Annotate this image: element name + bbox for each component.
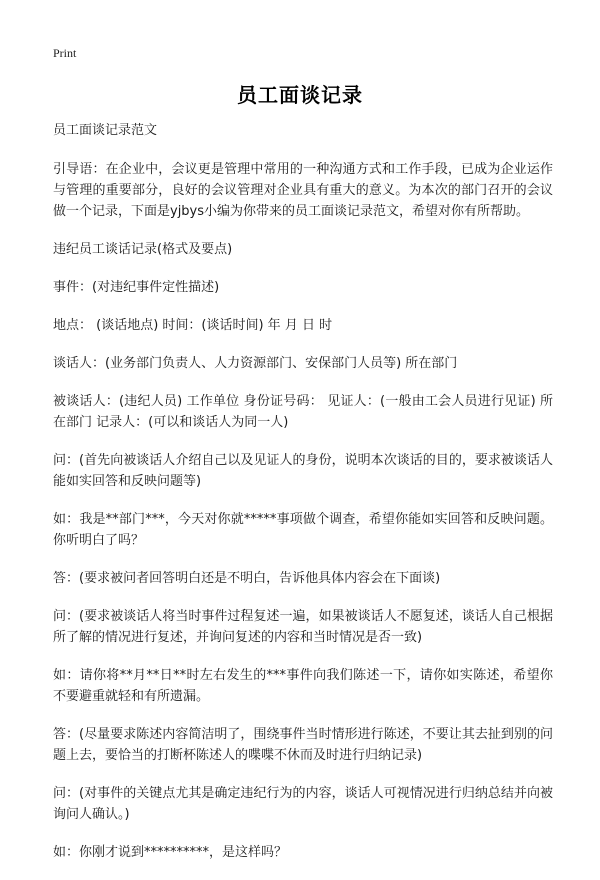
- example-paragraph: 如：请你将**月**日**时左右发生的***事件向我们陈述一下，请你如实陈述，希望你不要避重就轻和有所遗漏。: [53, 668, 553, 704]
- intro-paragraph: 引导语：在企业中，会议更是管理中常用的一种沟通方式和工作手段，已成为企业运作与管理的重要部分，良好的会议管理对企业具有重大的意义。为本次的部门召开的会议做一个记录，下面是yjbys小编为你带来的员工面谈记录范文，希望对你有所帮助。: [53, 162, 553, 219]
- answer-paragraph: 答：(尽量要求陈述内容简洁明了，围绕事件当时情形进行陈述，不要让其去扯到别的问题上去，要恰当的打断杯陈述人的喋喋不休而及时进行归纳记录): [53, 727, 553, 763]
- event-paragraph: 事件：(对违纪事件定性描述): [53, 280, 220, 295]
- document-body: [53, 120, 553, 880]
- print-label: Print: [53, 46, 77, 60]
- document-title: 员工面谈记录: [237, 83, 363, 107]
- question-paragraph: 问：(首先向被谈话人介绍自己以及见证人的身份，说明本次谈话的目的，要求被谈话人能如实回答和反映问题等): [53, 453, 553, 489]
- interviewee-paragraph: 被谈话人：(违纪人员) 工作单位 身份证号码： 见证人：(一般由工会人员进行见证) 所在部门 记录人：(可以和谈话人为同一人): [53, 394, 553, 430]
- example-paragraph: 如：你刚才说到**********，是这样吗？: [53, 845, 288, 860]
- interviewer-paragraph: 谈话人：(业务部门负责人、人力资源部门、安保部门人员等) 所在部门: [53, 356, 458, 371]
- location-time-paragraph: 地点： (谈话地点) 时间：(谈话时间) 年 月 日 时: [53, 318, 333, 333]
- example-paragraph: 如：我是**部门***，今天对你就*****事项做个调查，希望你能如实回答和反映问题。你听明白了吗？: [53, 512, 553, 548]
- subtitle-paragraph: 员工面谈记录范文: [53, 123, 158, 138]
- question-paragraph: 问：(要求被谈话人将当时事件过程复述一遍，如果被谈话人不愿复述，谈话人自己根据所了解的情况进行复述，并询问复述的内容和当时情况是否一致): [53, 609, 553, 645]
- section-heading-paragraph: 违纪员工谈话记录(格式及要点): [53, 242, 233, 257]
- question-paragraph: 问：(对事件的关键点尤其是确定违纪行为的内容，谈话人可视情况进行归纳总结并向被询问人确认。): [53, 786, 553, 822]
- answer-paragraph: 答：(要求被问者回答明白还是不明白，告诉他具体内容会在下面谈): [53, 571, 441, 586]
